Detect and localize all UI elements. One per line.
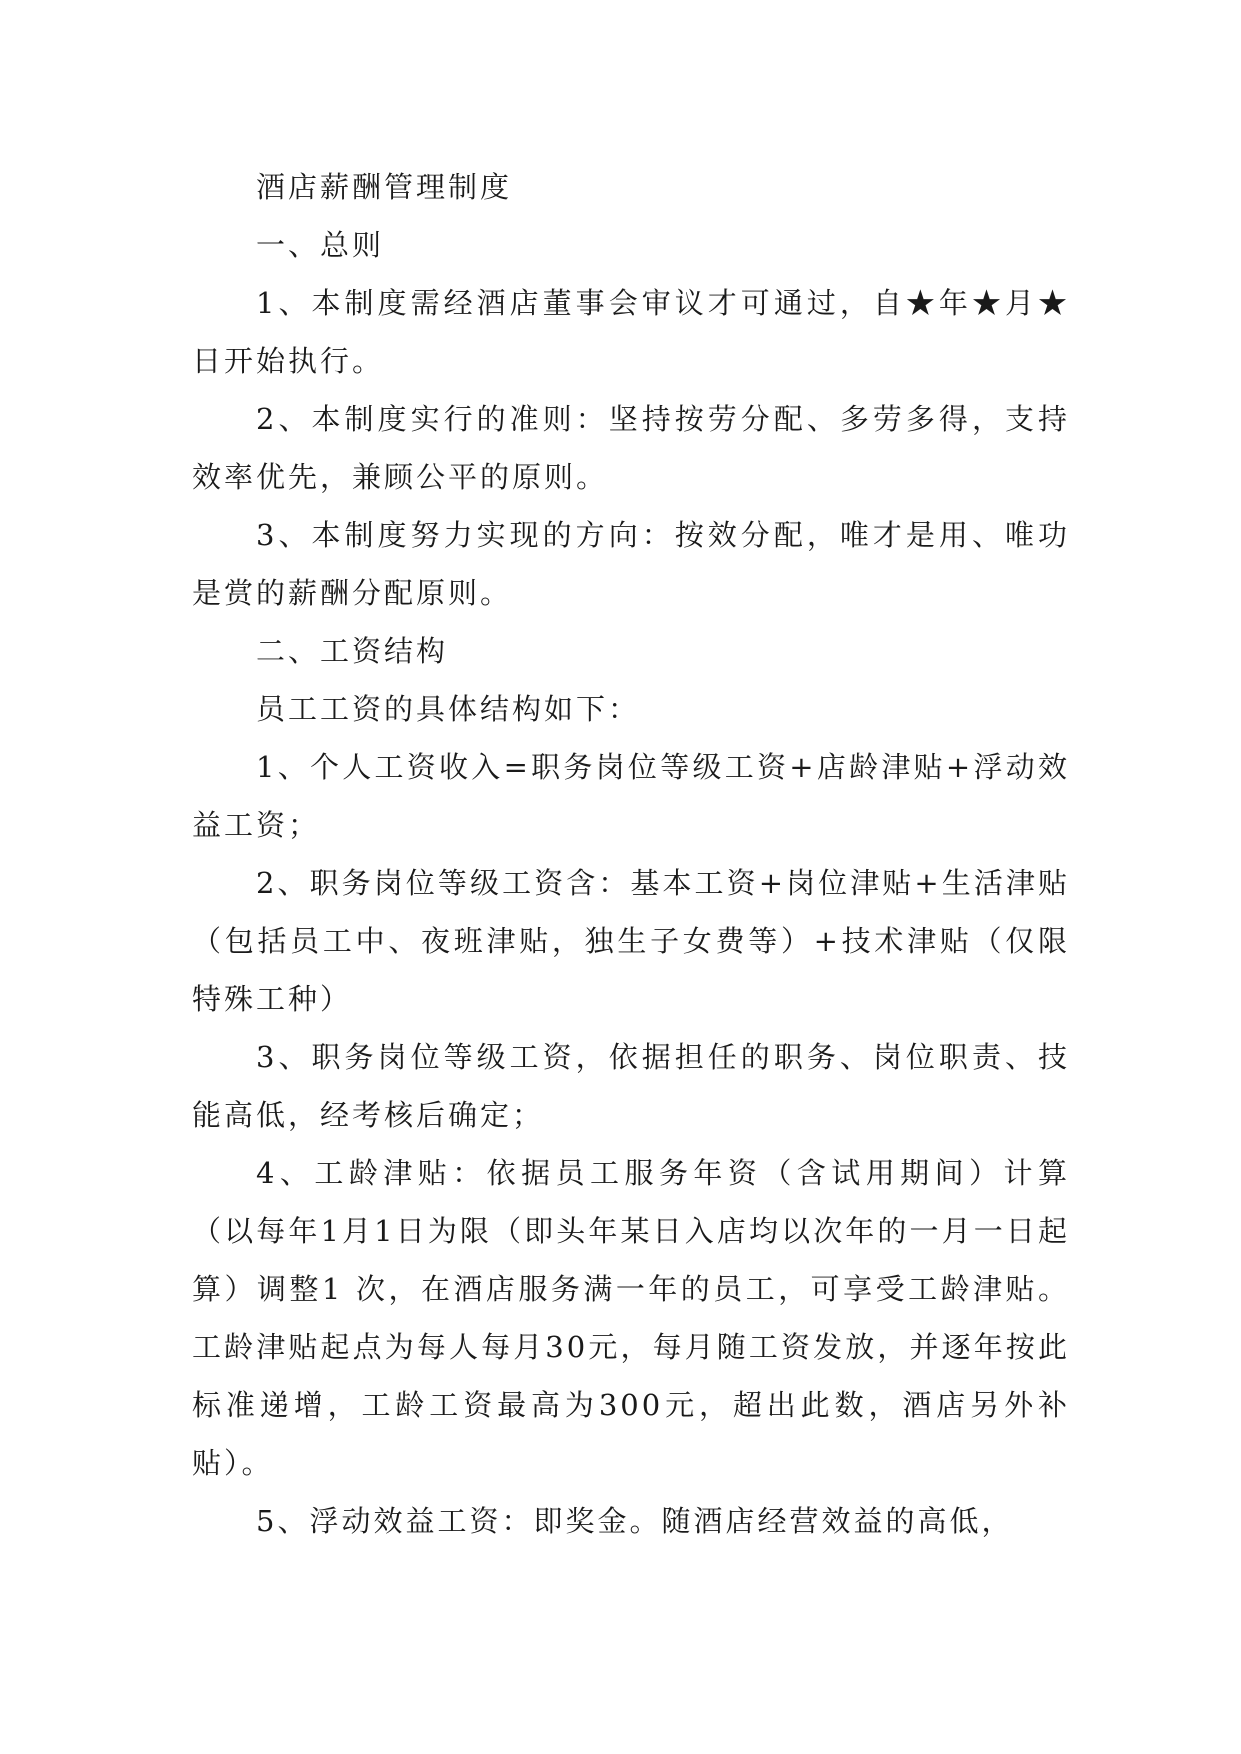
paragraph-general-3: 3、本制度努力实现的方向：按效分配，唯才是用、唯功是赏的薪酬分配原则。 [192, 518, 1070, 610]
paragraph-wage-5: 5、浮动效益工资：即奖金。随酒店经营效益的高低， [256, 1504, 1014, 1538]
paragraph-wage-1: 1、个人工资收入=职务岗位等级工资+店龄津贴+浮动效益工资； [192, 750, 1070, 842]
document-body [192, 158, 1070, 1550]
section-heading-wage-structure: 二、工资结构 [256, 634, 449, 668]
section-heading-general: 一、总则 [256, 228, 385, 262]
paragraph-wage-2: 2、职务岗位等级工资含：基本工资+岗位津贴+生活津贴（包括员工中、夜班津贴，独生子女费等）+技术津贴（仅限特殊工种） [192, 866, 1070, 1016]
paragraph-general-2: 2、本制度实行的准则：坚持按劳分配、多劳多得，支持效率优先，兼顾公平的原则。 [192, 402, 1070, 494]
document-title: 酒店薪酬管理制度 [256, 170, 513, 204]
paragraph-wage-intro: 员工工资的具体结构如下： [256, 692, 641, 726]
paragraph-wage-4: 4、工龄津贴：依据员工服务年资（含试用期间）计算（以每年1月1日为限（即头年某日入店均以次年的一月一日起算）调整1 次，在酒店服务满一年的员工，可享受工龄津贴。工龄津贴起点为每人每月30元，每月随工资发放，并逐年按此标准递增，工龄工资最高为300元，超出此数，酒店另外补贴）。 [192, 1156, 1070, 1480]
paragraph-wage-3: 3、职务岗位等级工资，依据担任的职务、岗位职责、技能高低，经考核后确定； [192, 1040, 1070, 1132]
paragraph-general-1: 1、本制度需经酒店董事会审议才可通过，自★年★月★日开始执行。 [192, 286, 1070, 378]
